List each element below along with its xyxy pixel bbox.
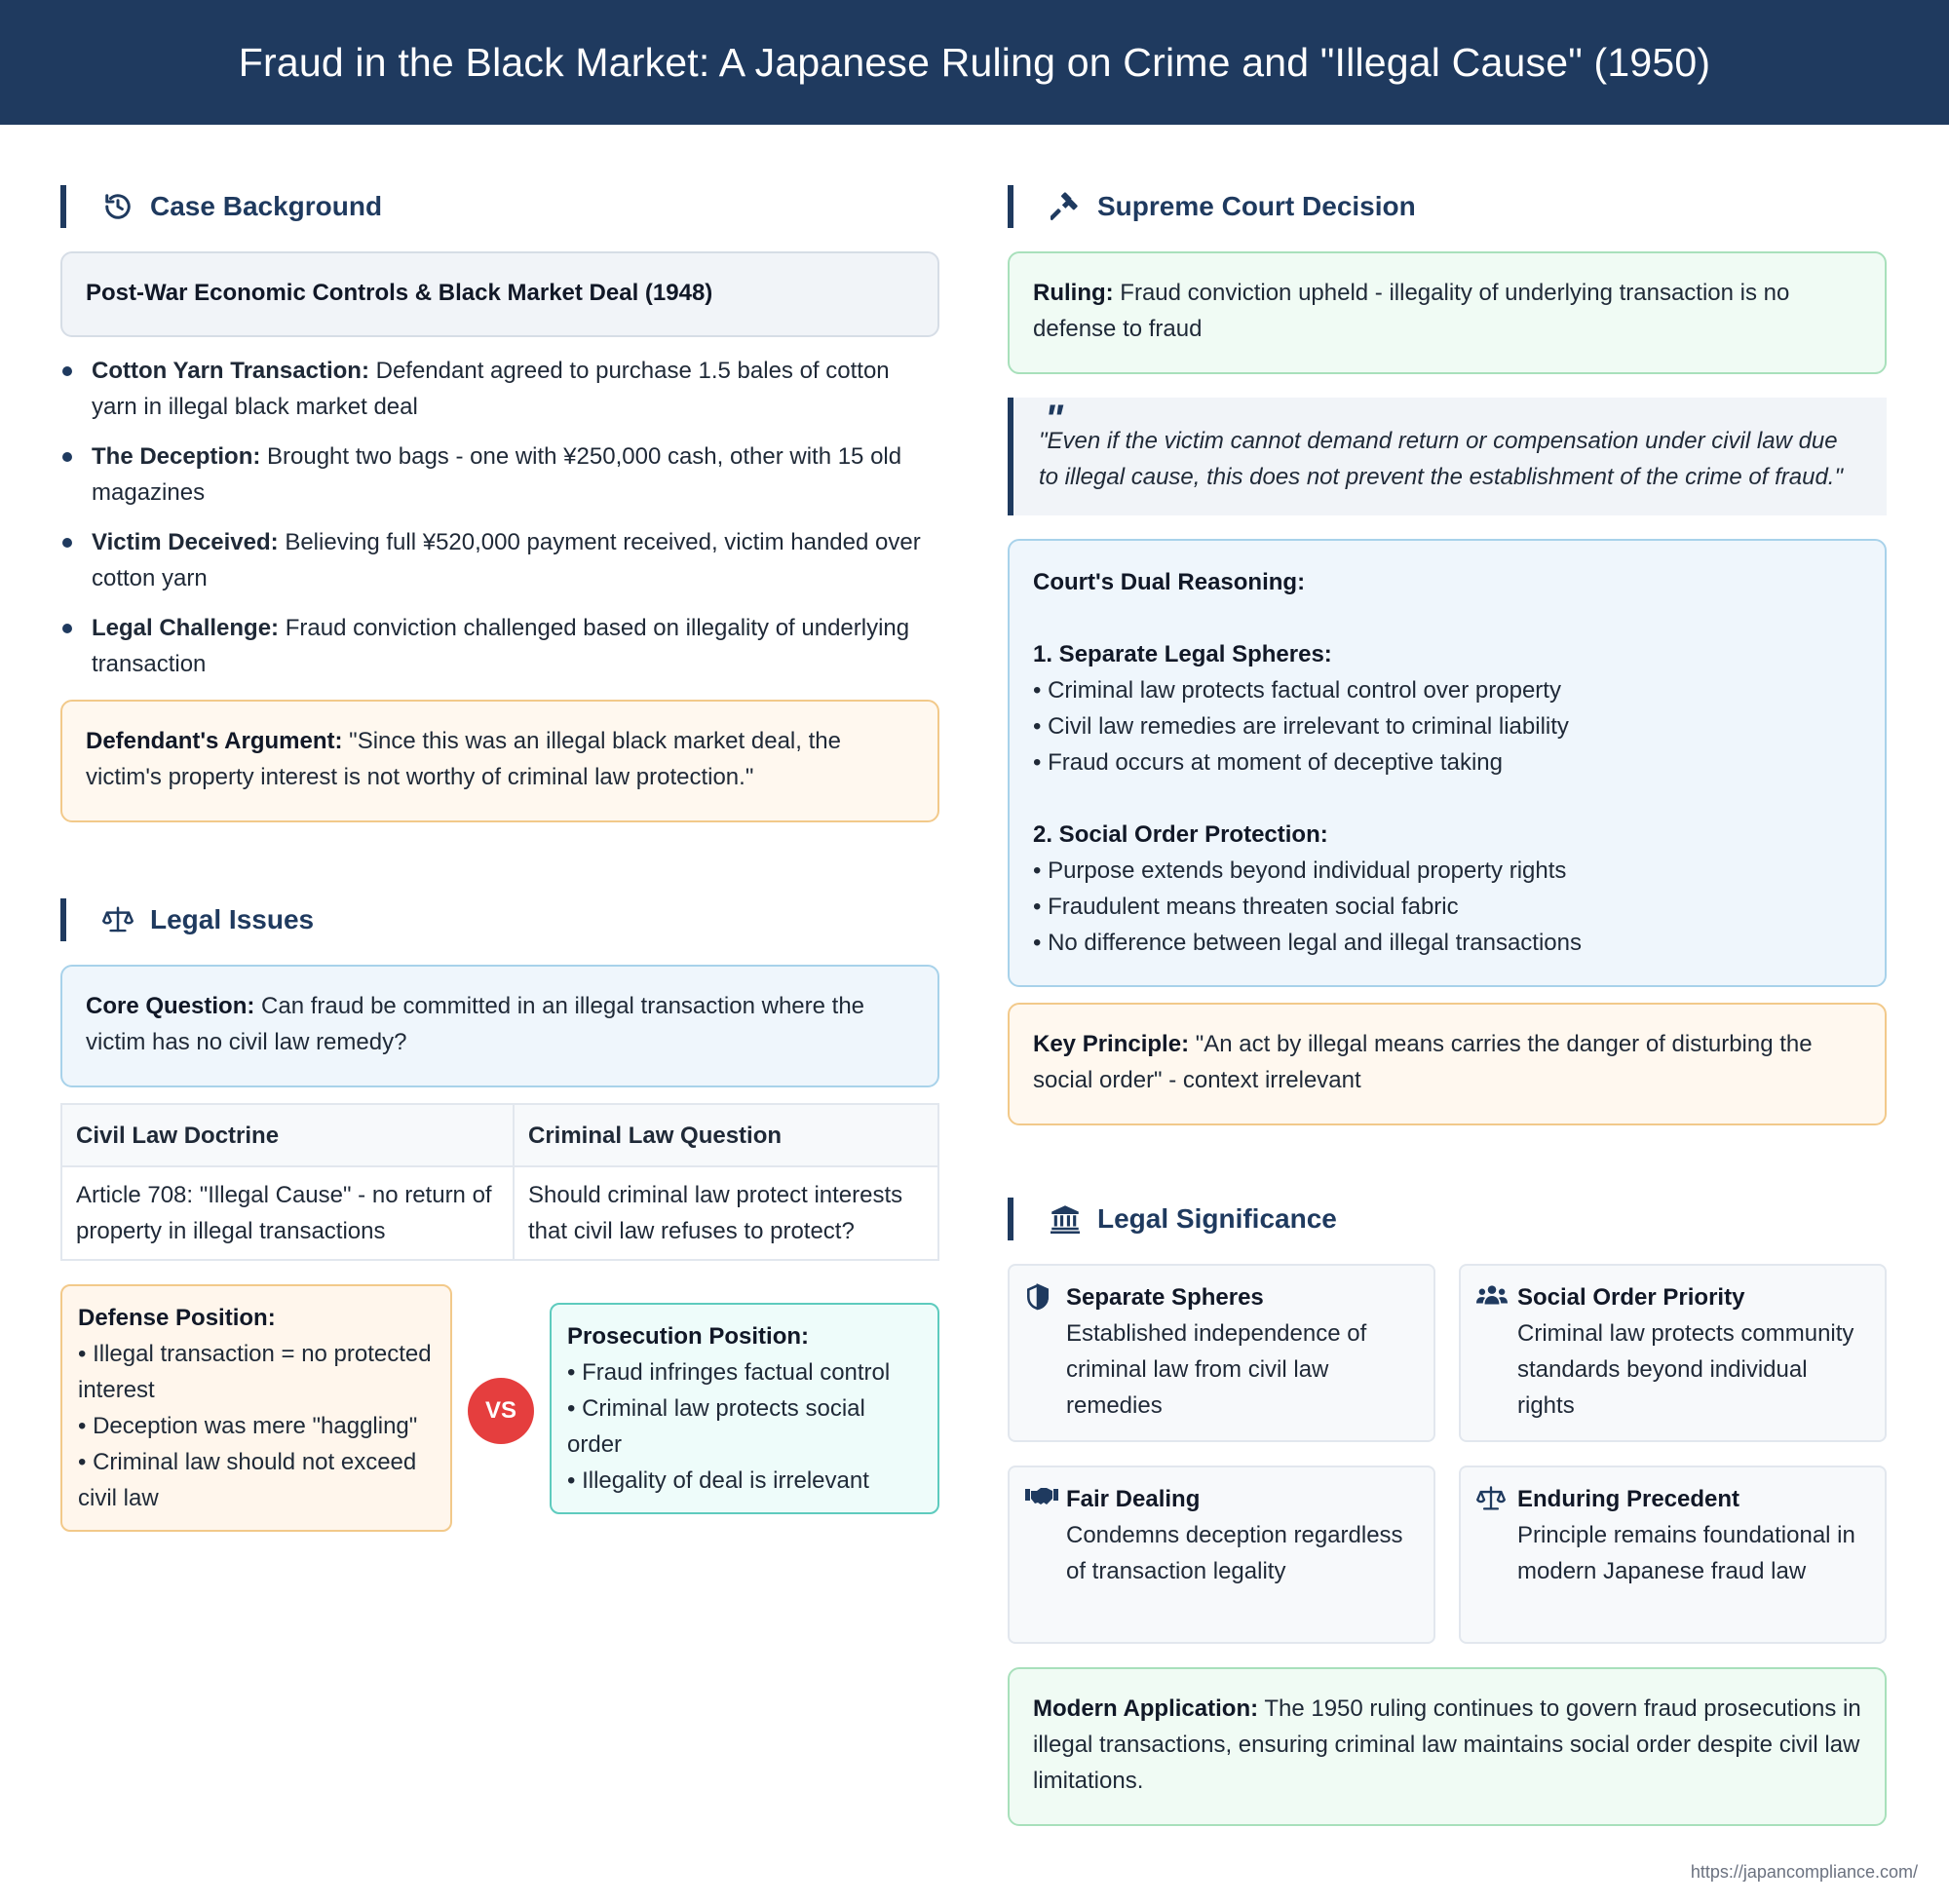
shield-icon — [1025, 1279, 1056, 1427]
reason-point: • Fraud occurs at moment of deceptive taking — [1033, 749, 1503, 776]
column-header: Criminal Law Question — [514, 1104, 938, 1166]
significance-card — [1008, 1466, 1435, 1644]
ruling-label: Ruling: — [1033, 280, 1114, 306]
card-title: Fair Dealing — [1066, 1486, 1201, 1512]
table-header-row — [61, 1104, 938, 1166]
card-title: Social Order Priority — [1517, 1284, 1745, 1311]
prosecution-point: • Fraud infringes factual control — [567, 1359, 891, 1386]
defense-point: • Deception was mere "haggling" — [78, 1413, 418, 1439]
defense-position-card — [60, 1284, 452, 1532]
reason-point: • No difference between legal and illegal transactions — [1033, 930, 1582, 956]
core-question-label: Core Question: — [86, 993, 255, 1019]
source-url: https://japancompliance.com/ — [1690, 1862, 1918, 1882]
handshake-icon — [1025, 1481, 1056, 1628]
reason-point: • Criminal law protects factual control over property — [1033, 677, 1561, 704]
significance-card — [1459, 1466, 1887, 1644]
table-cell: Article 708: "Illegal Cause" - no return of property in illegal transactions — [61, 1166, 514, 1260]
bullet-text: Brought two bags - one with ¥250,000 cash, other with 15 old magazines — [92, 443, 902, 506]
table-row — [61, 1166, 938, 1260]
defendant-argument-box — [60, 700, 939, 822]
scale-icon — [1476, 1481, 1508, 1628]
core-question-text: Can fraud be committed in an illegal transaction where the victim has no civil law remedy? — [86, 993, 865, 1055]
card-title: Separate Spheres — [1066, 1284, 1264, 1311]
section-title: Supreme Court Decision — [1097, 191, 1416, 221]
defense-point: • Criminal law should not exceed civil law — [78, 1449, 417, 1511]
prosecution-point: • Criminal law protects social order — [567, 1395, 865, 1458]
ruling-box — [1008, 251, 1887, 374]
legal-significance-heading — [1008, 1198, 1887, 1240]
section-title: Legal Significance — [1097, 1203, 1337, 1234]
right-column — [1008, 185, 1887, 1826]
list-item — [60, 610, 939, 682]
vs-badge: VS — [468, 1378, 534, 1444]
supreme-court-decision-heading — [1008, 185, 1887, 228]
bullet-label: Cotton Yarn Transaction: — [92, 358, 369, 384]
key-principle-box — [1008, 1003, 1887, 1125]
scale-icon — [101, 903, 134, 936]
significance-card — [1008, 1264, 1435, 1442]
significance-card — [1459, 1264, 1887, 1442]
gavel-icon — [1049, 190, 1082, 223]
history-icon — [101, 190, 134, 223]
page-title: Fraud in the Black Market: A Japanese Ruling on Crime and "Illegal Cause" (1950) — [238, 39, 1711, 85]
defense-point: • Illegal transaction = no protected interest — [78, 1341, 432, 1403]
reason-point: • Civil law remedies are irrelevant to criminal liability — [1033, 713, 1569, 740]
landmark-icon — [1049, 1202, 1082, 1236]
case-background-heading — [60, 185, 939, 228]
bullet-label: Legal Challenge: — [92, 615, 280, 641]
list-item — [60, 524, 939, 596]
modern-application-box — [1008, 1667, 1887, 1826]
defense-title: Defense Position: — [78, 1305, 276, 1331]
table-cell: Should criminal law protect interests that civil law refuses to protect? — [514, 1166, 938, 1260]
background-subtitle-box — [60, 251, 939, 337]
ruling-text: Fraud conviction upheld - illegality of underlying transaction is no defense to fraud — [1033, 280, 1790, 342]
bullet-text: Believing full ¥520,000 payment received, victim handed over cotton yarn — [92, 529, 921, 591]
section-title: Case Background — [150, 191, 383, 221]
bullet-label: Victim Deceived: — [92, 529, 279, 555]
positions-comparison — [60, 1284, 939, 1547]
dual-reasoning-box — [1008, 539, 1887, 987]
card-text: Condemns deception regardless of transaction legality — [1066, 1522, 1403, 1584]
reason-title: 1. Separate Legal Spheres: — [1033, 641, 1332, 667]
reasoning-title: Court's Dual Reasoning: — [1033, 569, 1306, 595]
reason-point: • Fraudulent means threaten social fabric — [1033, 894, 1459, 920]
prosecution-title: Prosecution Position: — [567, 1323, 810, 1350]
significance-grid — [1008, 1264, 1887, 1644]
prosecution-position-card — [550, 1303, 939, 1514]
card-text: Established independence of criminal law from civil law remedies — [1066, 1320, 1367, 1419]
page-header — [0, 0, 1949, 125]
card-text: Criminal law protects community standards beyond individual rights — [1517, 1320, 1854, 1419]
quote-icon: " — [1045, 398, 1063, 440]
quote-text: "Even if the victim cannot demand return or compensation under civil law due to illegal cause, this does not prevent the establishment of the crime of fraud." — [1039, 428, 1843, 490]
bullet-label: The Deception: — [92, 443, 261, 470]
left-column — [60, 185, 939, 1547]
section-title: Legal Issues — [150, 904, 315, 934]
users-icon — [1476, 1279, 1508, 1427]
background-bullet-list — [60, 353, 939, 682]
modern-label: Modern Application: — [1033, 1695, 1259, 1722]
modern-text: The 1950 ruling continues to govern fraud prosecutions in illegal transactions, ensuring criminal law maintains social order despite civil law limitations. — [1033, 1695, 1861, 1794]
background-subtitle: Post-War Economic Controls & Black Market Deal (1948) — [86, 280, 713, 306]
reason-point: • Purpose extends beyond individual property rights — [1033, 857, 1567, 884]
core-question-box — [60, 965, 939, 1087]
bullet-text: Fraud conviction challenged based on illegality of underlying transaction — [92, 615, 910, 677]
argument-text: "Since this was an illegal black market deal, the victim's property interest is not worthy of criminal law protection." — [86, 728, 841, 790]
column-header: Civil Law Doctrine — [61, 1104, 514, 1166]
legal-issues-heading — [60, 898, 939, 941]
court-quote — [1008, 398, 1887, 515]
list-item — [60, 438, 939, 511]
argument-label: Defendant's Argument: — [86, 728, 343, 754]
card-text: Principle remains foundational in modern Japanese fraud law — [1517, 1522, 1855, 1584]
prosecution-point: • Illegality of deal is irrelevant — [567, 1467, 869, 1494]
principle-label: Key Principle: — [1033, 1031, 1190, 1057]
list-item — [60, 353, 939, 425]
card-title: Enduring Precedent — [1517, 1486, 1740, 1512]
doctrine-table — [60, 1103, 939, 1261]
principle-text: "An act by illegal means carries the danger of disturbing the social order" - context irrelevant — [1033, 1031, 1813, 1093]
reason-title: 2. Social Order Protection: — [1033, 821, 1328, 848]
bullet-text: Defendant agreed to purchase 1.5 bales of cotton yarn in illegal black market deal — [92, 358, 890, 420]
